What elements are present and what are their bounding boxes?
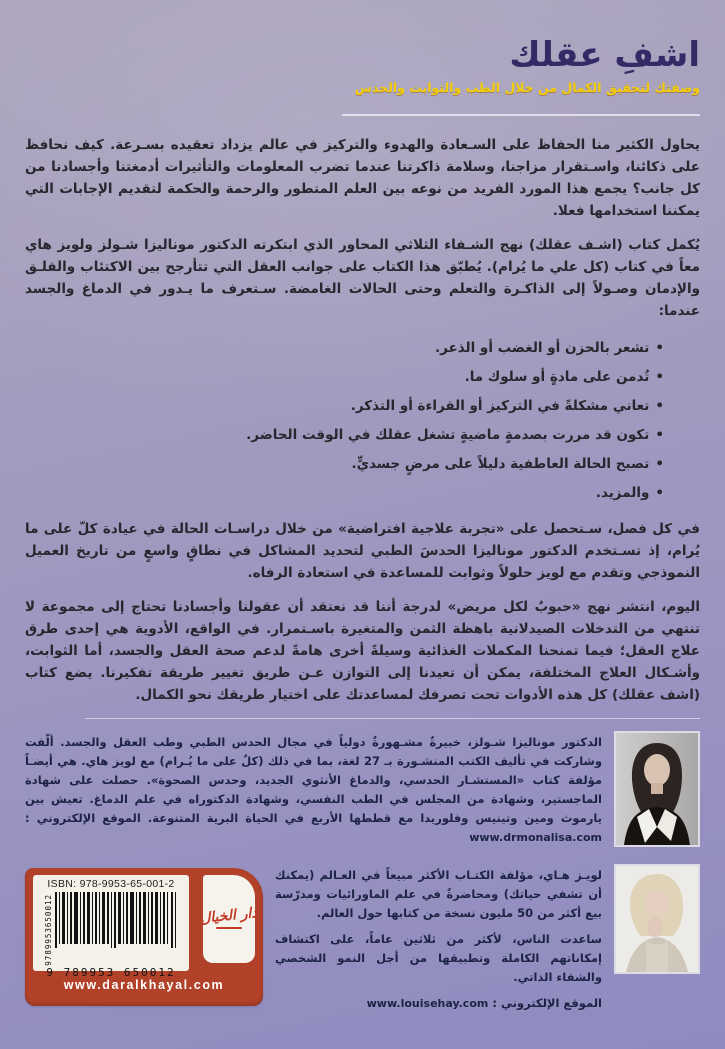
subtitle-rule-wrap xyxy=(25,101,700,120)
list-item-text: تشعر بالحزن أو الغضب أو الذعر. xyxy=(434,339,650,356)
list-item xyxy=(25,363,664,392)
isbn-digits: 9 789953 650012 xyxy=(46,966,176,980)
list-item xyxy=(25,450,664,479)
list-item xyxy=(25,392,664,421)
website-url-monalisa: www.drmonalisa.com xyxy=(469,830,602,844)
publisher-barcode-block xyxy=(25,868,263,1006)
bullet-icon: • xyxy=(655,368,664,385)
bullet-icon: • xyxy=(655,426,664,443)
website-label: الموقع الإلكتروني : xyxy=(492,995,602,1010)
list-item-text: تصبح الحالة العاطفية دليلاً على مرضٍ جسديٍّ. xyxy=(351,455,650,472)
list-item-text: تعاني مشكلةً في التركيز أو القراءة أو التذكر. xyxy=(350,397,650,414)
closing-paragraph: اليوم، انتشر نهج «حبوبٌ لكل مريض» لدرجة أننا قد نعتقد أن عقولنا وأجسادنا تحتاج إلى مجموعة لا تنتهي من التدخلات الصيدلانية باهظة الثمن والمتغيرة باسـتمرار. في الواقع، الأدوية هي إحدى طرق علاج العقل؛ فيما تمنحنا المكملات الغذائية وسيلةً أخرى هامةً لدعم صحة العقل والجسد، أما الثوابت، وأشـكال العلاج المختلفة، يمكن أن تعيدنا إلى التوازن عـن طريق تغيير طريقة تفكيرنا. يضع كتاب (اشف عقلك) كل هذه الأدوات تحت تصرفك لمساعدتك على اختيار طريقك نحو الكمال. xyxy=(25,598,700,703)
authors-section-divider xyxy=(85,718,700,719)
approach-paragraph: يُكمل كتاب (اشـف عقلك) نهج الشـفاء الثلاثي المحاور الذي ابتكرته الدكتور موناليزا شـولز ولويز هاي معاً في كتاب (كل علي ما يُرام). يُطبّق هذا الكتاب على جوانب العقل التي تتأرجح بين الاكتئاب والقلـق والإدمان وصـولاً إلى الذاكـرة والتعلم وحتى الحالات الغامضة. سـتعرف ما يـدور في الدماغ والجسد عندما: xyxy=(25,236,700,319)
list-item-text: والمزيد. xyxy=(595,484,650,501)
list-item xyxy=(25,479,664,508)
isbn-vertical-digits: 9789953650012 xyxy=(43,893,53,966)
publisher-logo-tab xyxy=(199,875,259,963)
symptoms-list xyxy=(25,334,664,508)
bullet-icon: • xyxy=(655,397,664,414)
isbn-label: ISBN: 978-9953-65-001-2 xyxy=(47,877,175,890)
website-url-louisehay: www.louisehay.com xyxy=(366,996,489,1010)
bio-body-text: الدكتور موناليزا شـولز، خبيرةٌ مشـهورةٌ دولياً في مجال الحدس الطبي وطب العقل والجسد. ألّفت وشاركت في تأليف الكتب المنشـورة بـ 27 لغة، بما في ذلك (كلٌ على ما يُـرام) مع لويز هاي. هي أيضـاً مؤلفة كتاب «المستشـار الحدسي، والدماغ الأنثوي الجديد، وحدس الصحوة». حصلت على شهادة الماجستير، وشهادة من المجلس في الطب النفسي، وشهادة الدكتوراه في علم الدماغ. تعيش بين يارموث ومين وتينيس وفلوريدا مع قططها الأربع في الحياة البرية المتنوعة. xyxy=(25,734,602,825)
publisher-logo-underline xyxy=(216,927,242,929)
barcode-panel xyxy=(33,875,189,980)
book-subtitle: وصفتك لتحقيق الكمال من خلال الطب والثوابت والحدس xyxy=(354,79,700,95)
author-bio-monalisa xyxy=(25,733,602,854)
barcode-bars-icon xyxy=(53,892,179,948)
intro-paragraph: يحاول الكثير منا الحفاظ على السـعادة والهدوء والتركيز في عالم يزداد تعقيده بسـرعة. كيف نحافظ على ذكائنا، واسـتقرار مزاجنا، وسلامة ذاكرتنا عندما تضرب المعلومات والتأثيرات أدمغتنا وأجسادنا من كل جانب؟ يجمع هذا المورد الفريد من نوعه بين العلم المتطور والرحمة والحكمة لتقديم الإجابات التي يمكننا استخدامها فعلا. xyxy=(25,136,700,219)
website-label: الموقع الإلكتروني : xyxy=(25,810,141,825)
barcode-bars-row xyxy=(44,892,179,966)
author-row-monalisa xyxy=(25,731,700,854)
author-bio-louisehay xyxy=(275,866,602,1020)
website-line xyxy=(275,994,602,1013)
list-item-text: تُدمن على مادةٍ أو سلوك ما. xyxy=(464,368,650,385)
case-studies-paragraph: في كل فصل، سـتحصل على «تجربة علاجية افتراضية» من خلال دراسـات الحالة في عيادة كلّ على ما يُرام، إذ تسـتخدم الدكتور موناليزا الحدسَ الطبي لتحديد المشاكل في نطاقٍ واسعٍ من تاريخ العميل النموذجي وتقدم مع لويز حلولاً وثوابت للمساعدة في استعادة الرفاه. xyxy=(25,520,700,581)
publisher-logo: دار الخيال xyxy=(199,905,259,928)
author-photo-monalisa xyxy=(614,731,700,847)
list-item-text: تكون قد مررت بصدمةٍ ماضيةٍ تشغل عقلك في الوقت الحاضر. xyxy=(246,426,650,443)
bullet-icon: • xyxy=(655,455,664,472)
bullet-icon: • xyxy=(655,484,664,501)
bio-paragraph-2: ساعدت الناس، لأكثر من ثلاثين عاماً، على اكتشاف إمكاناتهم الكاملة وتطبيقها من أجل النمو الشخصي والشفاء الذاتي. xyxy=(275,931,602,984)
author-photo-louisehay xyxy=(614,864,700,974)
author-bio-monalisa-text xyxy=(25,733,602,847)
bullet-icon: • xyxy=(655,339,664,356)
bio-paragraph-1: لويـز هـاي، مؤلفة الكتـاب الأكثر مبيعاً في العـالم (يمكنك أن تشفي حياتك) ومحاضرةٌ في علم الماورائيات ومدرّسة بيع أكثر من 50 مليون نسخة من كتابها حول العالم. xyxy=(275,867,602,920)
subtitle-divider xyxy=(342,114,700,116)
book-title: اشفِ عقلك xyxy=(509,35,700,75)
author-row-louise xyxy=(25,864,700,1020)
publisher-website: www.daralkhayal.com xyxy=(63,977,225,992)
list-item xyxy=(25,421,664,450)
list-item xyxy=(25,334,664,363)
